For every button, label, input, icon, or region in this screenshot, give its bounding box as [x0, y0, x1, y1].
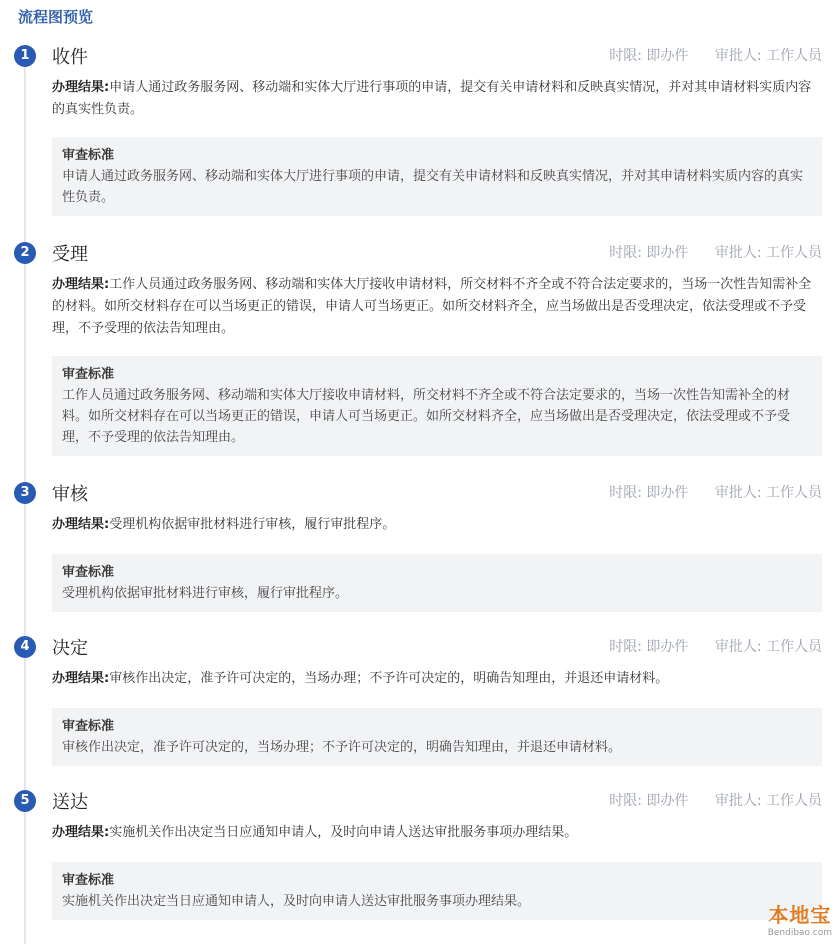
- step-number-badge: 5: [14, 790, 36, 812]
- step-number-badge: 1: [14, 45, 36, 67]
- result-text: [52, 668, 822, 690]
- result-text: [52, 822, 822, 844]
- result-label: 办理结果:: [52, 671, 110, 686]
- standard-content: 申请人通过政务服务网、移动端和实体大厅进行事项的申请，提交有关申请材料和反映真实情况，并对其申请材料实质内容的真实性负责。: [62, 169, 804, 205]
- time-limit: 时限: 即办件: [609, 485, 689, 501]
- result-label: 办理结果:: [52, 517, 110, 532]
- standard-content: 审核作出决定，准予许可决定的，当场办理；不予许可决定的，明确告知理由，并退还申请材料。: [62, 740, 622, 755]
- approver: 审批人: 工作人员: [714, 48, 822, 64]
- approver: 审批人: 工作人员: [714, 793, 822, 809]
- step-number-badge: 3: [14, 482, 36, 504]
- standard-label: 审查标准: [62, 719, 115, 734]
- step-title: 决定: [52, 638, 88, 659]
- time-limit: 时限: 即办件: [609, 639, 689, 655]
- result-text: [52, 514, 822, 536]
- result-text: [52, 77, 822, 121]
- approver: 审批人: 工作人员: [714, 245, 822, 261]
- standard-content: 受理机构依据审批材料进行审核，履行审批程序。: [62, 586, 349, 601]
- step-title: 收件: [52, 47, 88, 68]
- step-title: 送达: [52, 792, 88, 813]
- result-content: 工作人员通过政务服务网、移动端和实体大厅接收申请材料，所交材料不齐全或不符合法定要求的，当场一次性告知需补全的材料。如所交材料存在可以当场更正的错误，申请人可当场更正。如所交材料齐全，应当场做出是否受理决定，依法受理或不予受理，不予受理的依法告知理由。: [52, 277, 812, 336]
- watermark-logo: [768, 899, 832, 938]
- standard-label: 审查标准: [62, 873, 115, 888]
- step-meta: [587, 482, 822, 502]
- standard-label: 审查标准: [62, 367, 115, 382]
- result-content: 实施机关作出决定当日应通知申请人，及时向申请人送达审批服务事项办理结果。: [109, 825, 578, 840]
- result-label: 办理结果:: [52, 825, 110, 840]
- standard-box: [52, 356, 822, 456]
- time-limit: 时限: 即办件: [609, 793, 689, 809]
- step-meta: [587, 242, 822, 262]
- step-meta: [587, 790, 822, 810]
- watermark-text: 本地宝: [768, 903, 832, 927]
- standard-box: [52, 137, 822, 216]
- time-limit: 时限: 即办件: [609, 245, 689, 261]
- step-title: 受理: [52, 244, 88, 265]
- standard-label: 审查标准: [62, 148, 115, 163]
- standard-box: [52, 554, 822, 612]
- approver: 审批人: 工作人员: [714, 485, 822, 501]
- step-number-badge: 4: [14, 636, 36, 658]
- watermark-url: Bendibao.com: [767, 928, 832, 938]
- result-label: 办理结果:: [52, 80, 110, 95]
- result-text: [52, 274, 822, 340]
- result-content: 审核作出决定，准予许可决定的，当场办理；不予许可决定的，明确告知理由，并退还申请材料。: [109, 671, 669, 686]
- step-meta: [587, 45, 822, 65]
- standard-content: 工作人员通过政务服务网、移动端和实体大厅接收申请材料，所交材料不齐全或不符合法定要求的，当场一次性告知需补全的材料。如所交材料存在可以当场更正的错误，申请人可当场更正。如所交材料齐全，应当场做出是否受理决定，依法受理或不予受理，不予受理的依法告知理由。: [62, 388, 791, 445]
- page-title: 流程图预览: [18, 8, 94, 26]
- standard-label: 审查标准: [62, 565, 115, 580]
- standard-box: [52, 862, 822, 920]
- approver: 审批人: 工作人员: [714, 639, 822, 655]
- step-meta: [587, 636, 822, 656]
- result-content: 受理机构依据审批材料进行审核，履行审批程序。: [109, 517, 396, 532]
- standard-box: [52, 708, 822, 766]
- result-content: 申请人通过政务服务网、移动端和实体大厅进行事项的申请，提交有关申请材料和反映真实情况，并对其申请材料实质内容的真实性负责。: [52, 80, 812, 117]
- step-title: 审核: [52, 484, 88, 505]
- result-label: 办理结果:: [52, 277, 110, 292]
- time-limit: 时限: 即办件: [609, 48, 689, 64]
- standard-content: 实施机关作出决定当日应通知申请人，及时向申请人送达审批服务事项办理结果。: [62, 894, 531, 909]
- step-number-badge: 2: [14, 242, 36, 264]
